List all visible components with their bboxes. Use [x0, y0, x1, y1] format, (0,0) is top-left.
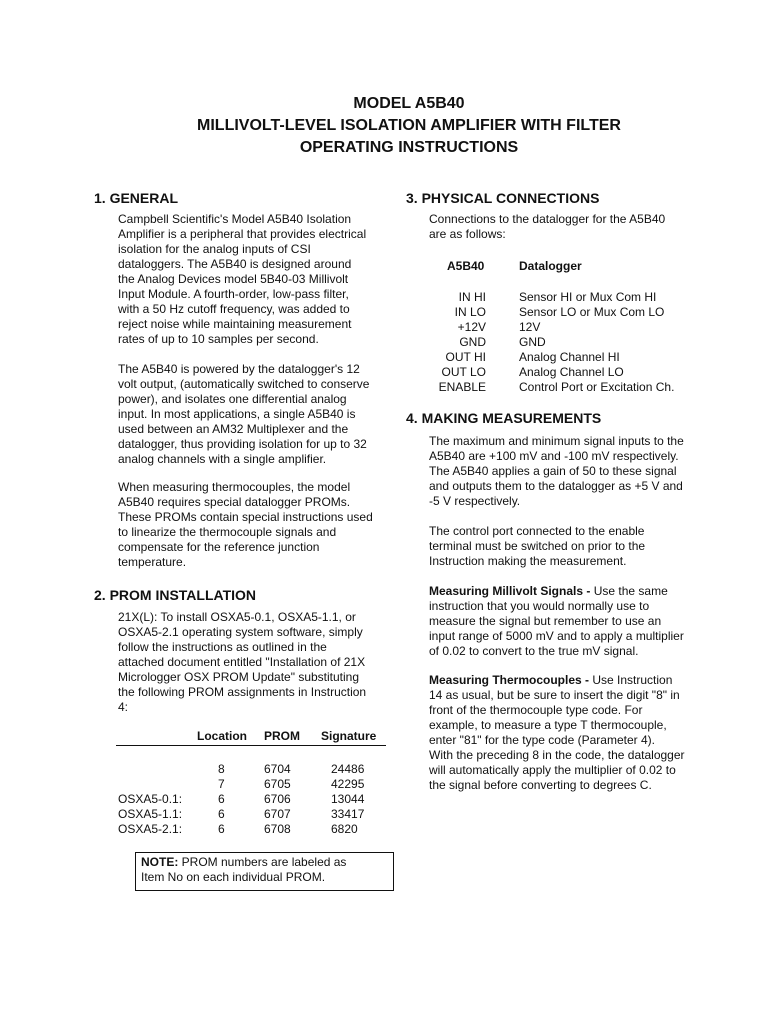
prom-table-rule [116, 745, 386, 746]
prom-table-signatures: 24486 42295 13044 33417 6820 [331, 762, 365, 836]
general-paragraph-3: When measuring thermocouples, the model A5B40 requires special datalogger PROMs. These PROMs contain special instructions used to linearize the thermocouple signals and compensate for the reference junction temperature. [118, 480, 373, 569]
prom-table-labels: OSXA5-0.1: OSXA5-1.1: OSXA5-2.1: [118, 792, 183, 836]
prom-table-header-prom: PROM [264, 729, 300, 743]
connections-header-datalogger: Datalogger [519, 259, 582, 273]
prom-table-header-signature: Signature [321, 729, 377, 743]
physical-paragraph: Connections to the datalogger for the A5B40 are as follows: [429, 212, 666, 241]
prom-table-proms: 6704 6705 6706 6707 6708 [264, 762, 291, 836]
general-paragraph-2: The A5B40 is powered by the datalogger's 12 volt output, (automatically switched to conserve power), and isolates one differential analog input. In most applications, a single A5B40 is used between an AM32 Multiplexer and the datalogger, thus providing isolation for up to 32 analog channels with a single amplifier. [118, 362, 370, 466]
prom-note [141, 855, 388, 885]
millivolt-text: Use the same instruction that you would normally use to measure the signal but remember to use an input range of 5000 mV and to apply a multiplier of 0.02 to convert to the true mV signal. [429, 584, 684, 658]
title-line-product: MILLIVOLT-LEVEL ISOLATION AMPLIFIER WITH FILTER [197, 117, 621, 134]
thermocouple-label: Measuring Thermocouples - [429, 673, 593, 687]
connections-header-a5b40: A5B40 [447, 259, 485, 273]
prom-note-box [135, 852, 394, 891]
section-general-heading: 1. GENERAL [94, 190, 179, 206]
section-prom-heading: 2. PROM INSTALLATION [94, 587, 257, 603]
section-measurements-heading: 4. MAKING MEASUREMENTS [406, 410, 602, 426]
title-line-instructions: OPERATING INSTRUCTIONS [299, 139, 519, 156]
prom-table-locations: 8 7 6 6 6 [218, 762, 225, 836]
prom-paragraph: 21X(L): To install OSXA5-0.1, OSXA5-1.1, or OSXA5-2.1 operating system software, simply follow the instructions as outlined in the attached document entitled "Installation of 21X Micrologger OSX PROM Update" substituting the following PROM assignments in Instruction 4: [118, 610, 367, 714]
note-text: PROM numbers are labeled as Item No on each individual PROM. [141, 855, 347, 884]
measurements-paragraph-1: The maximum and minimum signal inputs to the A5B40 are +100 mV and -100 mV respectively. The A5B40 applies a gain of 50 to these signal and outputs them to the datalogger as +5 V and -5 V respectively. [429, 434, 684, 508]
general-paragraph-1: Campbell Scientific's Model A5B40 Isolation Amplifier is a peripheral that provides electrical isolation for the analog inputs of CSI dataloggers. The A5B40 is designed around the Analog Devices model 5B40-03 Millivolt Input Module. A fourth-order, low-pass filter, with a 50 Hz cutoff frequency, was added to reject noise while maintaining measurement rates of up to 10 samples per second. [118, 212, 367, 346]
connections-datalogger-terminals: Sensor HI or Mux Com HI Sensor LO or Mux Com LO 12V GND Analog Channel HI Analog Channel LO Control Port or Excitation Ch. [519, 290, 675, 394]
document-title [0, 93, 768, 159]
measurements-thermocouple-paragraph [429, 673, 685, 793]
thermocouple-text: Use Instruction 14 as usual, but be sure to insert the digit "8" in front of the thermocouple type code. For example, to measure a type T thermocouple, enter "81" for the type code (Parameter 4). With the preceding 8 in the code, the datalogger will automatically apply the multiplier of 0.02 to the signal before converting to degrees C. [429, 673, 685, 792]
note-label: NOTE: [141, 855, 179, 869]
millivolt-label: Measuring Millivolt Signals - [429, 584, 594, 598]
section-physical-heading: 3. PHYSICAL CONNECTIONS [406, 190, 600, 206]
prom-table-header-location: Location [197, 729, 247, 743]
title-line-model: MODEL A5B40 [353, 95, 465, 112]
measurements-paragraph-2: The control port connected to the enable terminal must be switched on prior to the Instruction making the measurement. [429, 524, 646, 568]
measurements-millivolt-paragraph [429, 584, 684, 659]
connections-a5b40-terminals: IN HI IN LO +12V GND OUT HI OUT LO ENABLE [438, 290, 486, 394]
